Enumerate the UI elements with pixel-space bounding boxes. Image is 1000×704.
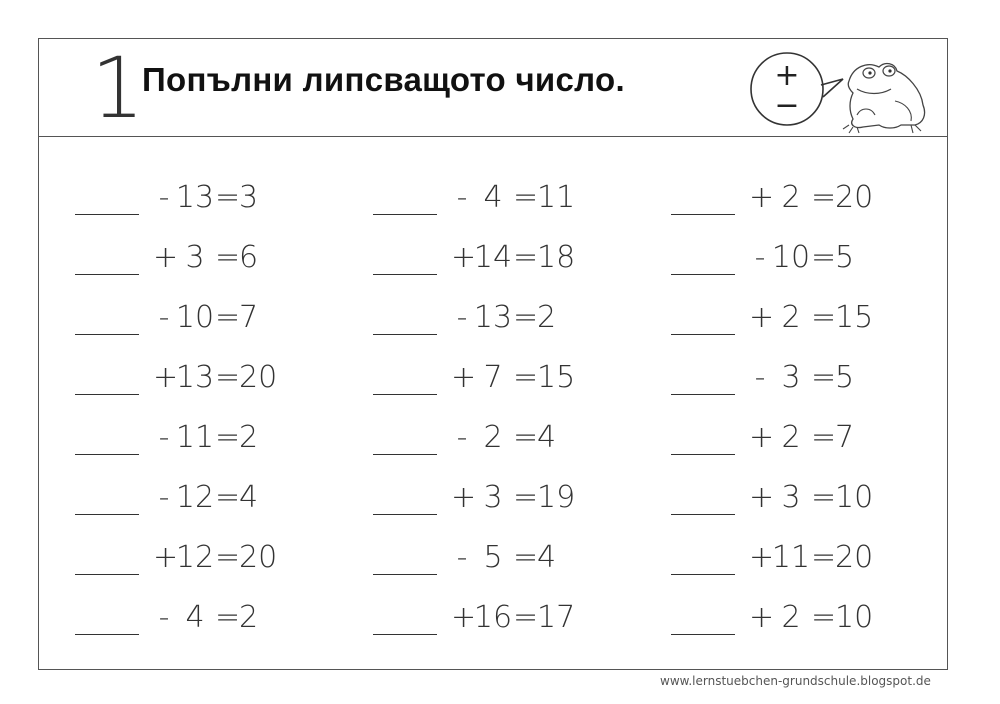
result: 4 <box>537 420 557 455</box>
result: 17 <box>537 600 576 635</box>
answer-blank[interactable] <box>373 242 437 275</box>
operand: 2 <box>781 180 801 215</box>
answer-blank[interactable] <box>373 602 437 635</box>
equation-row <box>373 355 581 395</box>
equals-sign: = <box>811 420 837 455</box>
answer-blank[interactable] <box>373 302 437 335</box>
operand: 4 <box>483 180 503 215</box>
operator: + <box>749 180 775 215</box>
worksheet-header <box>39 39 947 137</box>
operand: 3 <box>483 480 503 515</box>
operator: - <box>456 180 468 215</box>
answer-blank[interactable] <box>373 422 437 455</box>
answer-blank[interactable] <box>75 482 139 515</box>
equation-row <box>671 295 879 335</box>
equation-row <box>671 355 879 395</box>
operand: 3 <box>781 360 801 395</box>
equals-sign: = <box>811 480 837 515</box>
equals-sign: = <box>513 480 539 515</box>
operand: 2 <box>781 300 801 335</box>
operator: - <box>158 480 170 515</box>
result: 10 <box>835 480 874 515</box>
answer-blank[interactable] <box>373 362 437 395</box>
operand: 13 <box>175 360 215 395</box>
equals-sign: = <box>513 360 539 395</box>
result: 4 <box>239 480 259 515</box>
operator: - <box>456 420 468 455</box>
answer-blank[interactable] <box>75 302 139 335</box>
operand: 10 <box>771 240 811 275</box>
equals-sign: = <box>215 600 241 635</box>
answer-blank[interactable] <box>671 602 735 635</box>
operator: - <box>456 540 468 575</box>
operator: + <box>153 360 179 395</box>
result: 6 <box>239 240 259 275</box>
operator: + <box>749 300 775 335</box>
operator: + <box>451 240 477 275</box>
answer-blank[interactable] <box>671 182 735 215</box>
equals-sign: = <box>215 420 241 455</box>
answer-blank[interactable] <box>373 542 437 575</box>
answer-blank[interactable] <box>671 422 735 455</box>
answer-blank[interactable] <box>373 182 437 215</box>
result: 10 <box>835 600 874 635</box>
operand: 3 <box>781 480 801 515</box>
equation-row <box>373 175 581 215</box>
answer-blank[interactable] <box>75 602 139 635</box>
operator: - <box>158 300 170 335</box>
equation-row <box>75 235 283 275</box>
equals-sign: = <box>811 600 837 635</box>
result: 2 <box>239 600 259 635</box>
operand: 7 <box>483 360 503 395</box>
operator: + <box>451 600 477 635</box>
result: 20 <box>239 360 278 395</box>
result: 4 <box>537 540 557 575</box>
bubble-minus: − <box>774 88 800 123</box>
operand: 12 <box>175 540 215 575</box>
answer-blank[interactable] <box>671 482 735 515</box>
source-url: www.lernstuebchen-grundschule.blogspot.de <box>660 674 931 688</box>
result: 19 <box>537 480 576 515</box>
operand: 12 <box>175 480 215 515</box>
equation-row <box>373 235 581 275</box>
answer-blank[interactable] <box>671 542 735 575</box>
equation-row <box>671 175 879 215</box>
operator: - <box>456 300 468 335</box>
page-title: Попълни липсващото число. <box>142 61 625 98</box>
result: 5 <box>835 240 855 275</box>
equals-sign: = <box>513 600 539 635</box>
operator: + <box>451 480 477 515</box>
result: 2 <box>239 420 259 455</box>
equals-sign: = <box>811 360 837 395</box>
operator: - <box>754 360 766 395</box>
equals-sign: = <box>811 180 837 215</box>
equation-row <box>671 475 879 515</box>
operator: + <box>451 360 477 395</box>
answer-blank[interactable] <box>671 302 735 335</box>
equation-row <box>671 595 879 635</box>
equation-row <box>671 535 879 575</box>
operator: - <box>754 240 766 275</box>
answer-blank[interactable] <box>373 482 437 515</box>
equation-row <box>373 415 581 455</box>
answer-blank[interactable] <box>75 542 139 575</box>
answer-blank[interactable] <box>75 422 139 455</box>
operator: + <box>749 480 775 515</box>
equals-sign: = <box>215 360 241 395</box>
operand: 11 <box>175 420 215 455</box>
operator: - <box>158 180 170 215</box>
result: 3 <box>239 180 259 215</box>
operand: 13 <box>175 180 215 215</box>
equation-row <box>75 175 283 215</box>
equation-row <box>373 535 581 575</box>
frog-speech-bubble-icon <box>745 45 945 135</box>
equals-sign: = <box>215 240 241 275</box>
result: 11 <box>537 180 576 215</box>
operator: + <box>749 540 775 575</box>
result: 7 <box>835 420 855 455</box>
operator: + <box>749 420 775 455</box>
operand: 3 <box>185 240 205 275</box>
operand: 2 <box>483 420 503 455</box>
operator: + <box>153 240 179 275</box>
equation-row <box>75 355 283 395</box>
equals-sign: = <box>811 300 837 335</box>
result: 18 <box>537 240 576 275</box>
worksheet <box>38 38 948 670</box>
result: 20 <box>835 180 874 215</box>
operand: 13 <box>473 300 513 335</box>
equals-sign: = <box>215 180 241 215</box>
operand: 2 <box>781 420 801 455</box>
equation-row <box>75 415 283 455</box>
answer-blank[interactable] <box>671 362 735 395</box>
result: 20 <box>239 540 278 575</box>
equation-row <box>373 595 581 635</box>
answer-blank[interactable] <box>75 362 139 395</box>
operator: + <box>749 600 775 635</box>
result: 2 <box>537 300 557 335</box>
equation-row <box>75 535 283 575</box>
equation-row <box>75 295 283 335</box>
equals-sign: = <box>513 300 539 335</box>
operand: 11 <box>771 540 811 575</box>
equals-sign: = <box>811 240 837 275</box>
equation-row <box>373 295 581 335</box>
operand: 16 <box>473 600 513 635</box>
equation-row <box>671 415 879 455</box>
task-number: 1 <box>91 39 145 137</box>
answer-blank[interactable] <box>75 182 139 215</box>
equals-sign: = <box>513 240 539 275</box>
equation-row <box>75 475 283 515</box>
equals-sign: = <box>215 480 241 515</box>
operand: 10 <box>175 300 215 335</box>
operator: - <box>158 420 170 455</box>
operand: 2 <box>781 600 801 635</box>
answer-blank[interactable] <box>75 242 139 275</box>
equals-sign: = <box>513 420 539 455</box>
equation-row <box>671 235 879 275</box>
result: 5 <box>835 360 855 395</box>
operator: - <box>158 600 170 635</box>
equation-row <box>75 595 283 635</box>
operand: 4 <box>185 600 205 635</box>
bubble-plus: + <box>774 58 800 93</box>
result: 15 <box>835 300 874 335</box>
operator: + <box>153 540 179 575</box>
equals-sign: = <box>513 540 539 575</box>
operand: 5 <box>483 540 503 575</box>
equals-sign: = <box>215 300 241 335</box>
equals-sign: = <box>215 540 241 575</box>
equals-sign: = <box>811 540 837 575</box>
result: 7 <box>239 300 259 335</box>
equals-sign: = <box>513 180 539 215</box>
equation-row <box>373 475 581 515</box>
result: 15 <box>537 360 576 395</box>
result: 20 <box>835 540 874 575</box>
answer-blank[interactable] <box>671 242 735 275</box>
operand: 14 <box>473 240 513 275</box>
